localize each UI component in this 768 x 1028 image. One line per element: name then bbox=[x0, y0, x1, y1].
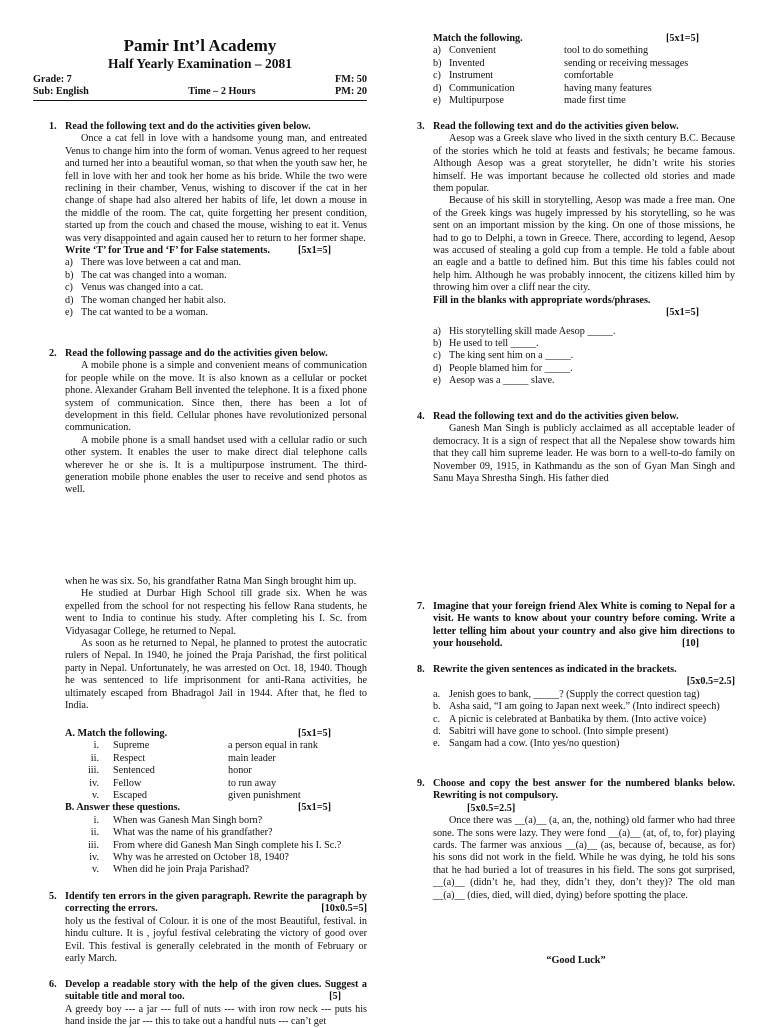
q3-heading: Read the following text and do the activities given below. bbox=[433, 121, 679, 132]
table-row: ii. Respect main leader bbox=[90, 752, 276, 764]
q4-b-marks: [5x1=5] bbox=[298, 802, 331, 814]
fm-label: FM: 50 bbox=[335, 74, 367, 85]
q1-heading: Read the following text and do the activities given below. bbox=[65, 121, 311, 132]
q1-number: 1. bbox=[49, 121, 57, 132]
list-item: b) The cat was changed into a woman. bbox=[65, 269, 227, 281]
grade-label: Grade: 7 bbox=[33, 74, 72, 85]
list-item: v. When did he join Praja Parishad? bbox=[92, 864, 250, 876]
q4-b-heading: B. Answer these questions. bbox=[65, 802, 181, 814]
q5-number: 5. bbox=[49, 891, 57, 902]
q8-heading: Rewrite the given sentences as indicated in the brackets. bbox=[433, 664, 677, 675]
q6-heading: Develop a readable story with the help of the given clues. Suggest a suitable title and moral too. bbox=[65, 979, 367, 1003]
table-row: d) Communication having many features bbox=[433, 82, 652, 94]
list-item: c. A picnic is celebrated at Banbatika by them. (Into active voice) bbox=[433, 713, 707, 725]
list-item: a. Jenish goes to bank, _____? (Supply the correct question tag) bbox=[433, 688, 700, 700]
q4-paragraph-1-continued: when he was six. So, his grandfather Ratna Man Singh brought him up. bbox=[65, 576, 357, 587]
list-item: e) The cat wanted to be a woman. bbox=[65, 307, 209, 319]
q9-paragraph: Once there was __(a)__ (a, an, the, nothing) old farmer who had three sone. The sons were lazy. They were fond __(a)__ (at, of, to, for) playing cards. The farmer was anxious __(a)__ (as, because of, because, as for) his sons did not work in the field. While he was dying, he told his sons that he had buried a lot of treasures in his field. The sons got surprised, __(a)__ (didn’t he, had they, didn’t they, don’t they)? The old man __(a)__ (dies, died, will died, dying) before spotting the place. bbox=[433, 815, 735, 901]
match-section-1 bbox=[433, 33, 733, 107]
list-item: e. Sangam had a cow. (Into yes/no question) bbox=[433, 738, 620, 750]
left-column-top bbox=[33, 36, 367, 101]
q4-a-marks: [5x1=5] bbox=[298, 728, 331, 739]
table-row: i. Supreme a person equal in rank bbox=[93, 740, 318, 752]
question-2 bbox=[49, 348, 367, 497]
table-row: a) Convenient tool to do something bbox=[433, 45, 649, 57]
time-label: Time – 2 Hours bbox=[188, 86, 256, 98]
list-item: i. When was Ganesh Man Singh born? bbox=[93, 814, 263, 826]
list-item: c) Venus was changed into a cat. bbox=[65, 282, 204, 294]
q4-number: 4. bbox=[417, 411, 425, 422]
q5-paragraph: holy us the festival of Colour. it is one of the most Beautiful, festival. in hindu culture. It is , joyful festival celebrating the victory of good over Evil. This festival is generally celebrated in the month of February or early March. bbox=[65, 915, 367, 965]
question-9 bbox=[417, 778, 735, 902]
q4-paragraph-2: He studied at Durbar High School till grade six. When he was expelled from the school for not respecting his fellow Rana students, he went to India to continue his study. After completing his I. Sc. from Vidyasagar College, he returned to Nepal. bbox=[65, 588, 367, 637]
question-6 bbox=[49, 979, 367, 1028]
header-row-1 bbox=[33, 74, 367, 86]
question-8 bbox=[417, 664, 735, 751]
pm-label: PM: 20 bbox=[335, 86, 367, 98]
q4-heading: Read the following text and do the activities given below. bbox=[433, 411, 679, 422]
list-item: d. Sabitri will have gone to school. (Into simple present) bbox=[433, 726, 669, 738]
q5-marks: [10x0.5=5] bbox=[321, 903, 367, 915]
list-item: c) The king sent him on a _____. bbox=[433, 350, 574, 362]
list-item: iv. Why was he arrested on October 18, 1940? bbox=[89, 852, 289, 864]
q3-paragraph-1: Aesop was a Greek slave who lived in the sixth century B.C. Because of the stories which he told at feasts and festivals; he became famous. Although Aesop was a great storyteller, he didn’t write his stories himself. He was important because he collected old stories and made them popular. bbox=[433, 133, 735, 195]
q6-clues: A greedy boy --- a jar --- full of nuts --- with iron row neck --- puts his hand inside the jar --- this to take out a handful nuts --- can’t get bbox=[65, 1003, 367, 1028]
q4-section-a bbox=[65, 728, 367, 877]
q9-marks: [5x0.5=2.5] bbox=[467, 802, 516, 814]
list-item: ii. What was the name of his grandfather? bbox=[90, 827, 273, 839]
q4-paragraph-3: As soon as he returned to Nepal, he planned to protest the autocratic rulers of Nepal. In 1940, he joined the Praja Parishad, the first political party in Nepal. Unfortunately, he was arrested on Oct. 18, 1940. Though he was sentenced to life imprisonment for anti-Rana activities, he ultimately escaped from Bhadragol Jail in 1944. After that, he fled to India. bbox=[65, 638, 367, 712]
q1-items bbox=[65, 257, 367, 319]
q7-marks: [10] bbox=[682, 638, 699, 650]
q7-number: 7. bbox=[417, 601, 425, 612]
q4-paragraph-1: Ganesh Man Singh is publicly acclaimed as all acceptable leader of democracy. It is a sign of respect that all the Nepalese show towards him that they call him supreme leader. He was born to a well-to-do family on November 09, 1915, in Kathmandu as the son of Gyan Man Singh and Sanu Maya Shrestha Singh. His father died bbox=[433, 423, 735, 485]
list-item: b. Asha said, “I am going to Japan next week.” (Into indirect speech) bbox=[433, 701, 720, 713]
table-row: v. Escaped given punishment bbox=[92, 790, 301, 802]
question-4-continued bbox=[65, 576, 367, 712]
exam-title: Half Yearly Examination – 2081 bbox=[108, 56, 292, 71]
table-row: b) Invented sending or receiving messages bbox=[433, 57, 689, 69]
list-item: d) The woman changed her habit also. bbox=[65, 294, 226, 306]
subject-label: Sub: English bbox=[33, 86, 89, 98]
match1-marks: [5x1=5] bbox=[666, 33, 699, 44]
q1-task: Write ‘T’ for True and ‘F’ for False statements. bbox=[65, 245, 270, 257]
q9-number: 9. bbox=[417, 778, 425, 789]
list-item: a) There was love between a cat and man. bbox=[65, 257, 242, 269]
header-row-2 bbox=[33, 86, 367, 98]
list-item: iii. From where did Ganesh Man Singh complete his I. Sc.? bbox=[87, 839, 342, 851]
list-item: b) He used to tell _____. bbox=[433, 337, 539, 349]
q4-a-heading: A. Match the following. bbox=[65, 728, 168, 739]
question-3 bbox=[417, 121, 735, 388]
q9-heading: Choose and copy the best answer for the numbered blanks below. Rewriting is not compulsory. bbox=[433, 778, 735, 802]
q7-heading: Imagine that your foreign friend Alex White is coming to Nepal for a visit. He wants to know about your country before coming. Write a letter telling him about your country and also give him directions to your household. bbox=[433, 601, 735, 650]
header-divider bbox=[33, 100, 367, 101]
q1-marks: [5x1=5] bbox=[298, 245, 331, 257]
question-7 bbox=[417, 601, 735, 651]
q3-task: Fill in the blanks with appropriate words/phrases. bbox=[433, 294, 651, 306]
table-row: c) Instrument comfortable bbox=[433, 70, 614, 82]
q3-paragraph-2: Because of his skill in storytelling, Aesop was made a free man. One of the Greek kings was hugely impressed by his storytelling, so he was sent on an important mission by the king. On one of those missions, he had to go to Delphi, a town in Greece. There, according to legend, Aesop was accused of stealing a gold cup from a temple. He told a fable about an eagle and a battle to defined him. But this time his fables could not help him. Although he was probably innocent, the citizens killed him by throwing him over a cliff near the city. bbox=[433, 195, 735, 294]
q3-marks: [5x1=5] bbox=[666, 307, 699, 319]
q2-number: 2. bbox=[49, 348, 57, 359]
question-1 bbox=[49, 121, 367, 320]
list-item: e) Aesop was a _____ slave. bbox=[433, 375, 555, 387]
q1-passage: Once a cat fell in love with a handsome young man, and entreated Venus to change him into the form of woman. Venus agreed to her request and turned her into a beautiful woman, so that when the youth saw her, he fell in love with her and took her home as his bride. While the two were reclining in their chamber, Venus, wishing to discover if the cat in her change of shape had also altered her habits of life, let down a mouse in the middle of the room. The cat, quite forgetting her present condition, started up from the couch and chased the mouse, wishing to eat it. Venus was very disappointed and again caused her to return to her former shape. bbox=[65, 133, 367, 244]
table-row: e) Multipurpose made first time bbox=[433, 95, 626, 107]
table-row: iv. Fellow to run away bbox=[89, 777, 277, 789]
q8-marks: [5x0.5=2.5] bbox=[686, 676, 735, 688]
q6-marks: [5] bbox=[329, 991, 341, 1003]
school-name: Pamir Int’l Academy bbox=[123, 36, 277, 55]
match1-heading: Match the following. bbox=[433, 33, 523, 44]
q2-paragraph-1: A mobile phone is a simple and convenient means of communication for people while on the move. It is also known as a cellular or pocket phone. Alexander Graham Bell invented the telephone. It is a fixed phone system of communication. Since then, there has been a lot of development in this field. Cellular phones have revolutionized personal communication. bbox=[65, 360, 367, 434]
q8-number: 8. bbox=[417, 664, 425, 675]
q2-paragraph-2: A mobile phone is a small handset used with a cellular radio or such other system. It enables the user to make direct dial telephone calls wherever he or she is. It is a multipurpose instrument. The third-generation mobile phone enables the user to receive and send photos as well. bbox=[65, 434, 367, 496]
list-item: d) People blamed him for _____. bbox=[433, 362, 573, 374]
list-item: a) His storytelling skill made Aesop _____. bbox=[433, 325, 616, 337]
q3-number: 3. bbox=[417, 121, 425, 132]
good-luck-text: “Good Luck” bbox=[546, 955, 606, 966]
q3-items bbox=[433, 326, 735, 388]
q5-heading: Identify ten errors in the given paragraph. Rewrite the paragraph by correcting the errors. bbox=[65, 891, 367, 915]
q2-heading: Read the following passage and do the activities given below. bbox=[65, 348, 328, 359]
question-5 bbox=[49, 891, 367, 965]
question-4 bbox=[417, 411, 735, 485]
table-row: iii. Sentenced honor bbox=[87, 765, 252, 777]
q6-number: 6. bbox=[49, 979, 57, 990]
